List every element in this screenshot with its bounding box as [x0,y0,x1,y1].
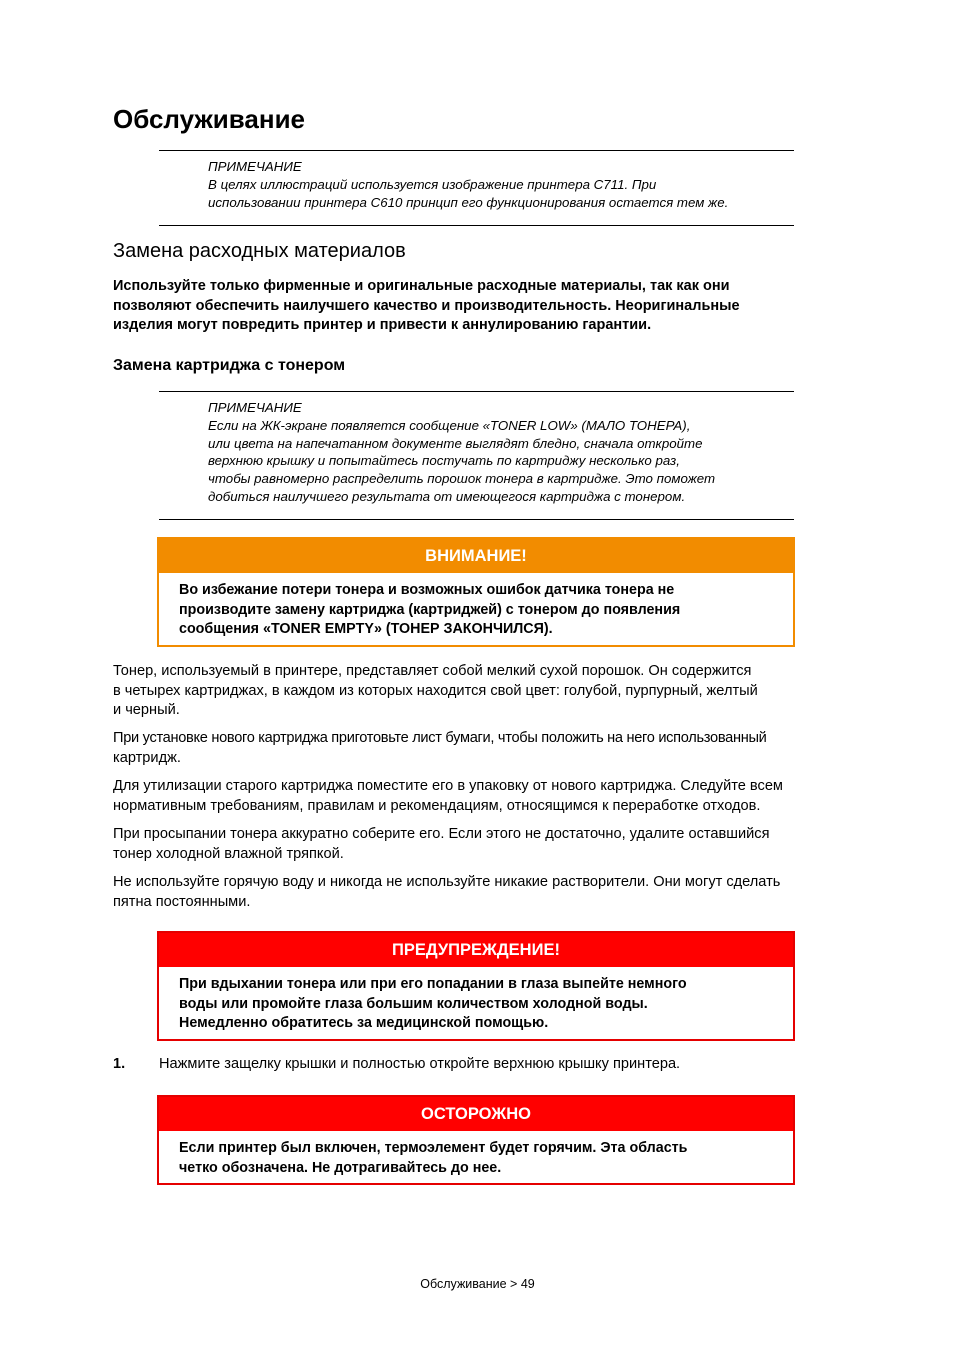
section-lead [113,277,833,336]
subsection-title: Замена картриджа с тонером [113,357,346,374]
section-title: Замена расходных материалов [113,240,406,262]
attention-line: Во избежание потери тонера и возможных ошибок датчика тонера не [179,582,675,598]
note-line: чтобы равномерно распределить порошок тонера в картридже. Это поможет [208,471,716,487]
paragraph-line: пятна постоянными. [113,893,251,910]
note-block [208,399,783,506]
page-title: Обслуживание [113,104,306,134]
paragraph [113,777,848,816]
note-line: Если на ЖК-экране появляется сообщение «TONER LOW» (МАЛО ТОНЕРА), [208,417,691,433]
divider [159,519,794,520]
paragraph-line: в четырех картриджах, в каждом из которых находится свой цвет: голубой, пурпурный, желтый [113,682,758,699]
note-line: добиться наилучшего результата от имеющегося картриджа с тонером. [208,488,686,504]
note-line: использовании принтера C610 принцип его функционирования остается тем же. [208,194,729,210]
warning-box [157,931,795,1041]
divider [159,150,794,151]
paragraph [113,873,848,912]
note-line: В целях иллюстраций используется изображение принтера C711. При [208,176,657,192]
caution-box [157,1095,795,1185]
lead-line: Используйте только фирменные и оригинальные расходные материалы, так как они [113,278,730,294]
paragraph-line: При установке нового картриджа приготовьте лист бумаги, чтобы положить на него использованный [113,730,767,746]
warning-line: При вдыхании тонера или при его попадании в глаза выпейте немного [179,976,687,992]
paragraph-line: и черный. [113,702,180,718]
paragraph [113,662,848,721]
paragraph-line: Для утилизации старого картриджа поместите его в упаковку от нового картриджа. Следуйте всем [113,778,783,794]
paragraph-line: Не используйте горячую воду и никогда не используйте никакие растворители. Они могут сделать [113,874,781,890]
note-line: верхнюю крышку и попытайтесь постучать по картриджу несколько раз, [208,453,680,469]
paragraph [113,825,848,864]
note-label: ПРИМЕЧАНИЕ [208,400,302,415]
caution-line: Если принтер был включен, термоэлемент будет горячим. Эта область [179,1140,688,1156]
paragraph-line: нормативным требованиям, правилам и рекомендациям, относящимся к переработке отходов. [113,797,761,814]
caution-line: четко обозначена. Не дотрагивайтесь до нее. [179,1159,502,1176]
attention-text [159,573,793,640]
attention-box [157,537,795,647]
paragraph-line: Тонер, используемый в принтере, представляет собой мелкий сухой порошок. Он содержится [113,663,752,679]
divider [159,225,794,226]
attention-line: производите замену картриджа (картриджей) с тонером до появления [179,601,681,618]
step-number: 1. [113,1056,126,1072]
paragraph-line: При просыпании тонера аккуратно соберите его. Если этого не достаточно, удалите оставшийся [113,826,770,842]
warning-text [159,967,793,1034]
step-text: Нажмите защелку крышки и полностью откройте верхнюю крышку принтера. [159,1056,681,1072]
warning-line: Немедленно обратитесь за медицинской помощью. [179,1015,549,1031]
divider [159,391,794,392]
lead-line: позволяют обеспечить наилучшего качество и производительность. Неоригинальные [113,297,740,314]
paragraph-line: тонер холодной влажной тряпкой. [113,845,344,862]
caution-title: ОСТОРОЖНО [159,1097,793,1131]
paragraph [113,729,848,768]
paragraph-line: картридж. [113,749,181,766]
lead-line: изделия могут повредить принтер и привести к аннулированию гарантии. [113,317,652,333]
attention-line: сообщения «TONER EMPTY» (ТОНЕР ЗАКОНЧИЛСЯ). [179,621,553,637]
warning-line: воды или промойте глаза большим количеством холодной воды. [179,995,648,1012]
attention-title: ВНИМАНИЕ! [159,539,793,573]
warning-title: ПРЕДУПРЕЖДЕНИЕ! [159,933,793,967]
note-block [208,158,783,211]
note-label: ПРИМЕЧАНИЕ [208,159,302,174]
page-footer: Обслуживание > 49 [420,1277,535,1291]
caution-text [159,1131,793,1178]
note-line: или цвета на напечатанном документе выглядят бледно, сначала откройте [208,435,703,451]
